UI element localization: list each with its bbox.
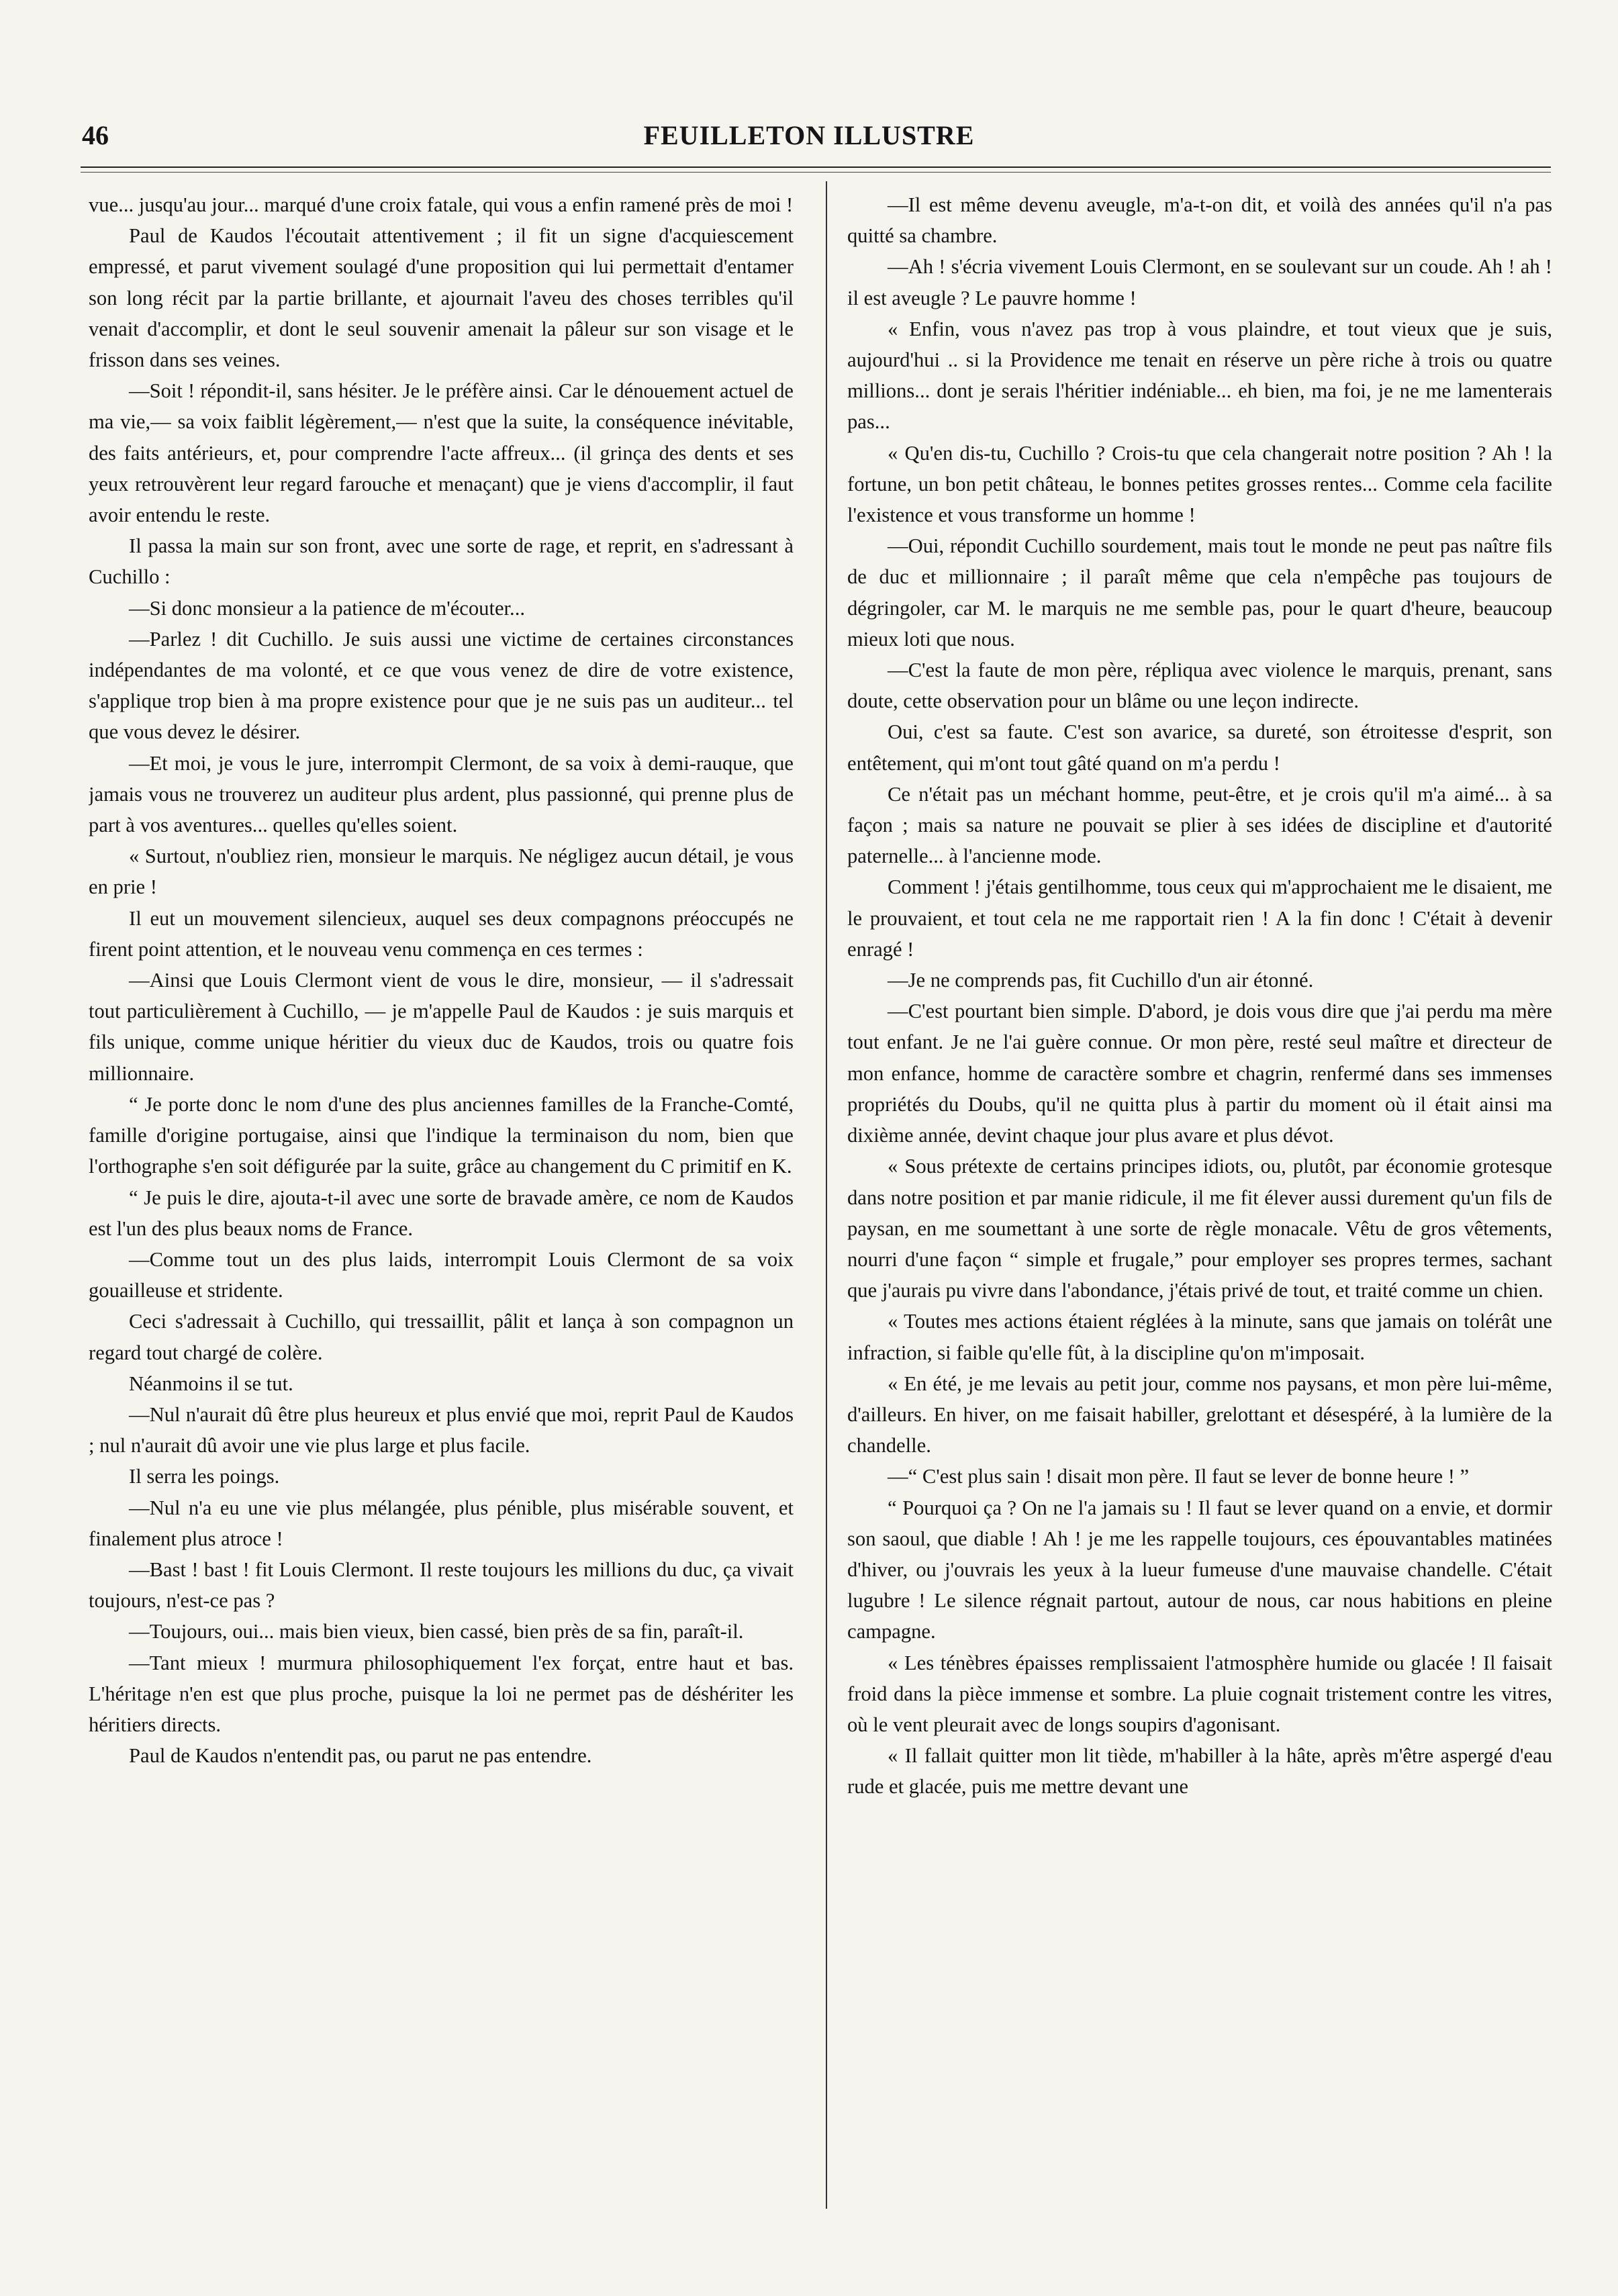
paragraph: —Comme tout un des plus laids, interrompit Louis Clermont de sa voix gouailleuse et stridente. bbox=[89, 1247, 794, 1302]
paragraph: Il passa la main sur son front, avec une sorte de rage, et reprit, en s'adressant à Cuchillo : bbox=[89, 534, 794, 589]
paragraph: « Sous prétexte de certains principes idiots, ou, plutôt, par économie grotesque dans notre position et par manie ridicule, il me fit élever aussi durement qu'un fils de paysan, en me soumettant à une sorte de règle monacale. Vêtu de gros vêtements, nourri d'une façon “ simple et frugale,” pour employer ses propres termes, sachant que j'aurais pu vivre dans l'abondance, j'étais privé de tout, et traité comme un chien. bbox=[847, 1155, 1552, 1302]
paragraph: —Il est même devenu aveugle, m'a-t-on dit, et voilà des années qu'il n'a pas quitté sa chambre. bbox=[847, 193, 1552, 248]
paragraph: Paul de Kaudos l'écoutait attentivement ; il fit un signe d'acquiescement empressé, et parut vivement soulagé d'une proposition qui lui permettait d'entamer son long récit par la partie brillante, et ajournait l'aveu des choses terribles qu'il venait d'accomplir, et dont le seul souvenir amenait la pâleur sur son visage et le frisson dans ses veines. bbox=[89, 224, 794, 372]
paragraph: Comment ! j'étais gentilhomme, tous ceux qui m'approchaient me le disaient, me le prouvaient, et tout cela ne me rapportait rien ! A la fin donc ! C'était à devenir enragé ! bbox=[847, 875, 1552, 961]
paragraph: « En été, je me levais au petit jour, comme nos paysans, et mon père lui-même, d'ailleurs. En hiver, on me faisait habiller, grelottant et désespéré, à la lumière de la chandelle. bbox=[847, 1372, 1552, 1457]
paragraph: —Tant mieux ! murmura philosophiquement l'ex forçat, entre haut et bas. L'héritage n'en est que plus proche, puisque la loi ne permet pas de déshériter les héritiers directs. bbox=[89, 1651, 794, 1736]
paragraph: “ Pourquoi ça ? On ne l'a jamais su ! Il faut se lever quand on a envie, et dormir son saoul, que diable ! Ah ! je me les rappelle toujours, ces épouvantables matinées d'hiver, ou j'ouvrais les yeux à la lueur fumeuse d'une mauvaise chandelle. C'était lugubre ! Le silence régnait partout, autour de nous, car nous habitions en pleine campagne. bbox=[847, 1496, 1552, 1643]
paragraph: Néanmoins il se tut. bbox=[129, 1372, 293, 1395]
paragraph: —Si donc monsieur a la patience de m'écouter... bbox=[129, 596, 526, 620]
paragraph: « Qu'en dis-tu, Cuchillo ? Crois-tu que cela changerait notre position ? Ah ! la fortune, un bon petit château, le bonnes petites grosses rentes... Comme cela facilite l'existence et vous transforme un homme ! bbox=[847, 441, 1552, 527]
paragraph: —Et moi, je vous le jure, interrompit Clermont, de sa voix à demi-rauque, que jamais vous ne trouverez un auditeur plus ardent, plus passionné, qui prenne plus de part à vos aventures... quelles qu'elles soient. bbox=[89, 751, 794, 837]
right-column bbox=[847, 189, 1552, 2257]
paragraph: Paul de Kaudos n'entendit pas, ou parut ne pas entendre. bbox=[129, 1744, 592, 1768]
paragraph: Ceci s'adressait à Cuchillo, qui tressaillit, pâlit et lança à son compagnon un regard tout chargé de colère. bbox=[89, 1310, 794, 1364]
paragraph: Il eut un mouvement silencieux, auquel ses deux compagnons préoccupés ne firent point attention, et le nouveau venu commença en ces termes : bbox=[89, 906, 794, 961]
paragraph: —C'est pourtant bien simple. D'abord, je dois vous dire que j'ai perdu ma mère tout enfant. Je ne l'ai guère connue. Or mon père, resté seul maître et directeur de mon enfance, homme de caractère sombre et chagrin, renfermé dans ses immenses propriétés du Doubs, qu'il ne quitta plus à partir du moment où il était ainsi ma dixième année, devint chaque jour plus avare et plus dévot. bbox=[847, 1000, 1552, 1147]
page-number: 46 bbox=[82, 120, 109, 150]
paragraph: —Ah ! s'écria vivement Louis Clermont, en se soulevant sur un coude. Ah ! ah ! il est aveugle ? Le pauvre homme ! bbox=[847, 255, 1552, 309]
paragraph: vue... jusqu'au jour... marqué d'une croix fatale, qui vous a enfin ramené près de moi ! bbox=[89, 193, 794, 216]
paragraph: —Bast ! bast ! fit Louis Clermont. Il reste toujours les millions du duc, ça vivait toujours, n'est-ce pas ? bbox=[89, 1558, 794, 1613]
paragraph: « Surtout, n'oubliez rien, monsieur le marquis. Ne négligez aucun détail, je vous en prie ! bbox=[89, 845, 794, 899]
paragraph: « Il fallait quitter mon lit tiède, m'habiller à la hâte, après m'être aspergé d'eau rude et glacée, puis me mettre devant une bbox=[847, 1744, 1552, 1799]
paragraph: —C'est la faute de mon père, répliqua avec violence le marquis, prenant, sans doute, cette observation pour un blâme ou une leçon indirecte. bbox=[847, 659, 1552, 713]
column-divider bbox=[826, 181, 827, 2209]
paragraph: « Toutes mes actions étaient réglées à la minute, sans que jamais on tolérât une infraction, si faible qu'elle fût, à la discipline qu'on m'imposait. bbox=[847, 1310, 1552, 1364]
paragraph: « Enfin, vous n'avez pas trop à vous plaindre, et tout vieux que je suis, aujourd'hui .. si la Providence me tenait en réserve un père riche à trois ou quatre millions... dont je serais l'héritier indéniable... eh bien, ma foi, je ne me lamenterais pas... bbox=[847, 317, 1552, 434]
paragraph: —Oui, répondit Cuchillo sourdement, mais tout le monde ne peut pas naître fils de duc et millionnaire ; il paraît même que cela n'empêche pas toujours de dégringoler, car M. le marquis ne me semble pas, pour le quart d'heure, beaucoup mieux loti que nous. bbox=[847, 534, 1552, 651]
paragraph: « Les ténèbres épaisses remplissaient l'atmosphère humide ou glacée ! Il faisait froid dans la pièce immense et sombre. La pluie cognait tristement contre les vitres, où le vent pleurait avec de longs soupirs d'agonisant. bbox=[847, 1651, 1552, 1736]
paragraph: Oui, c'est sa faute. C'est son avarice, sa dureté, son étroitesse d'esprit, son entêtement, qui m'ont tout gâté quand on m'a perdu ! bbox=[847, 720, 1552, 775]
header-rule-thin bbox=[81, 172, 1551, 173]
paragraph: —Nul n'a eu une vie plus mélangée, plus pénible, plus misérable souvent, et finalement plus atroce ! bbox=[89, 1496, 794, 1550]
paragraph: —Ainsi que Louis Clermont vient de vous le dire, monsieur, — il s'adressait tout particulièrement à Cuchillo, — je m'appelle Paul de Kaudos : je suis marquis et fils unique, comme unique héritier du vieux duc de Kaudos, trois ou quatre fois millionnaire. bbox=[89, 969, 794, 1085]
paragraph: —Soit ! répondit-il, sans hésiter. Je le préfère ainsi. Car le dénouement actuel de ma vie,— sa voix faiblit légèrement,— n'est que la suite, la conséquence inévitable, des faits antérieurs, et, pour comprendre l'acte affreux... (il grinça des dents et ses yeux retrouvèrent leur regard farouche et menaçant) que je viens d'accomplir, il faut avoir entendu le reste. bbox=[89, 379, 794, 527]
paragraph: “ Je porte donc le nom d'une des plus anciennes familles de la Franche-Comté, famille d'origine portugaise, ainsi que l'indique la terminaison du nom, bien que l'orthographe s'en soit défigurée par la suite, grâce au changement du C primitif en K. bbox=[89, 1092, 794, 1178]
paragraph: —“ C'est plus sain ! disait mon père. Il faut se lever de bonne heure ! ” bbox=[888, 1465, 1470, 1488]
paragraph: —Nul n'aurait dû être plus heureux et plus envié que moi, reprit Paul de Kaudos ; nul n'aurait dû avoir une vie plus large et plus facile. bbox=[89, 1402, 794, 1457]
header-rule bbox=[81, 166, 1551, 168]
paragraph: —Toujours, oui... mais bien vieux, bien cassé, bien près de sa fin, paraît-il. bbox=[129, 1620, 744, 1643]
left-column bbox=[89, 189, 794, 2257]
paragraph: —Parlez ! dit Cuchillo. Je suis aussi une victime de certaines circonstances indépendantes de ma volonté, et ce que vous venez de dire de votre existence, s'applique trop bien à ma propre existence pour que je ne suis pas un auditeur... tel que vous devez le désirer. bbox=[89, 627, 794, 744]
paragraph: —Je ne comprends pas, fit Cuchillo d'un air étonné. bbox=[888, 969, 1314, 992]
running-title: FEUILLETON ILLUSTRE bbox=[643, 120, 975, 150]
paragraph: “ Je puis le dire, ajouta-t-il avec une sorte de bravade amère, ce nom de Kaudos est l'un des plus beaux noms de France. bbox=[89, 1186, 794, 1240]
paragraph: Ce n'était pas un méchant homme, peut-être, et je crois qu'il m'a aimé... à sa façon ; mais sa nature ne pouvait se plier à ses idées de discipline et d'autorité paternelle... à l'ancienne mode. bbox=[847, 782, 1552, 868]
paragraph: Il serra les poings. bbox=[129, 1465, 280, 1488]
